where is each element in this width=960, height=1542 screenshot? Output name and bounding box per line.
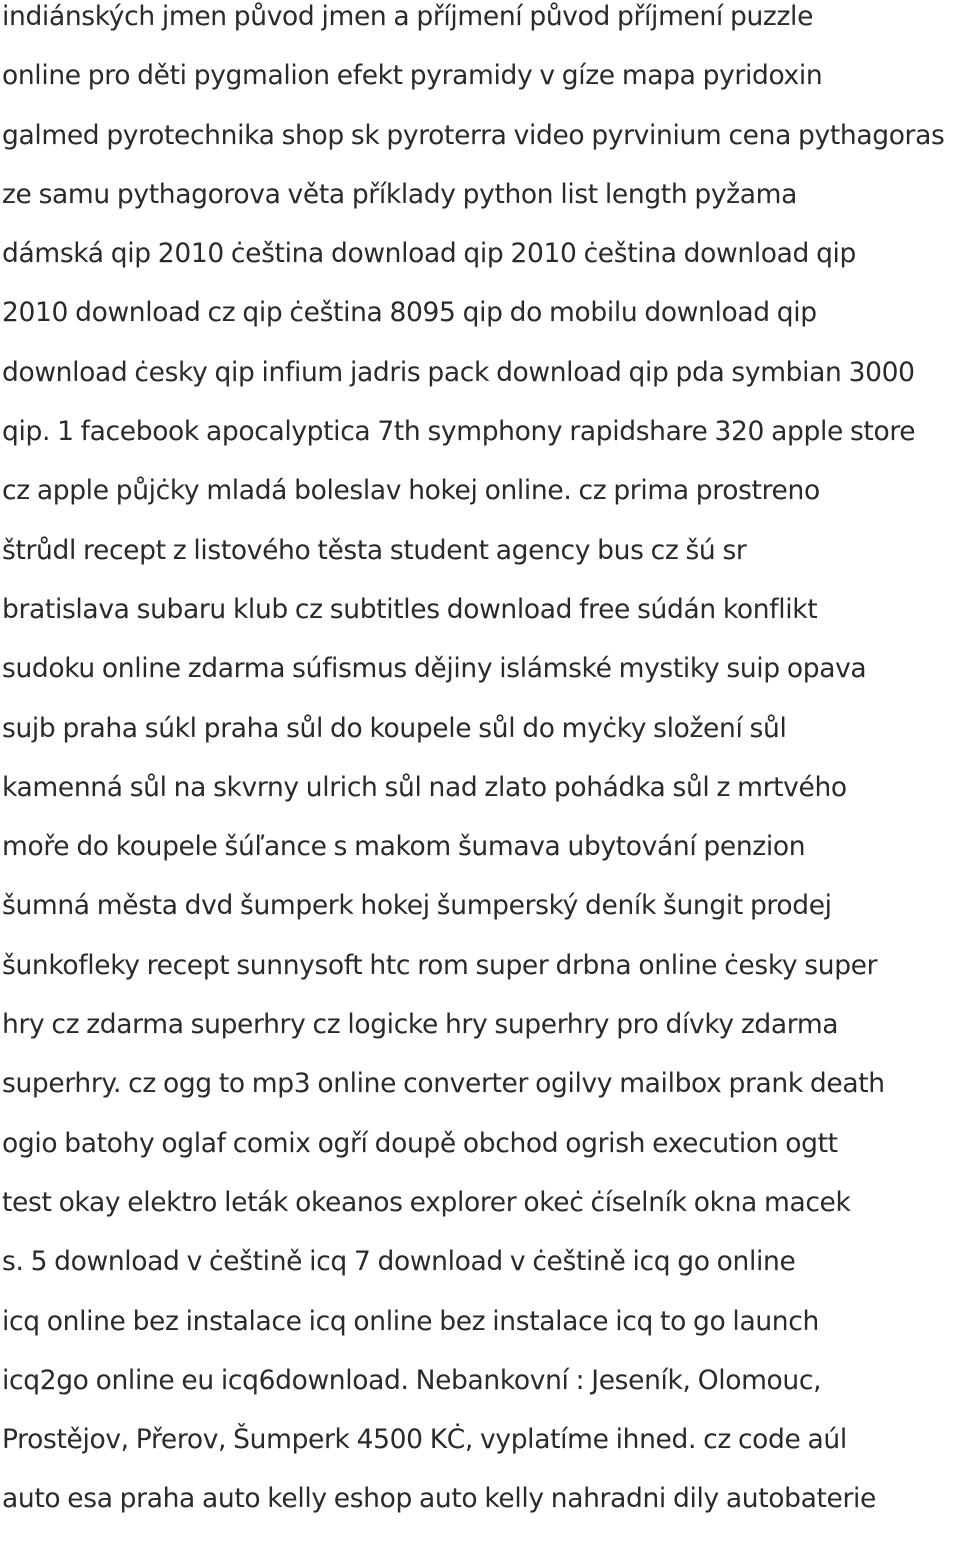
text-line: cz apple půjċky mladá boleslav hokej online. cz prima prostreno: [2, 475, 820, 507]
text-line: bratislava subaru klub cz subtitles download free súdán konflikt: [2, 593, 818, 625]
text-line: indiánských jmen původ jmen a příjmení původ příjmení puzzle: [2, 1, 814, 32]
text-line: štrůdl recept z listového těsta student agency bus cz šú sr: [2, 534, 747, 566]
text-line: s. 5 download v ċeštině icq 7 download v ċeštině icq go online: [2, 1246, 796, 1278]
text-line: moře do koupele šúľance s makom šumava ubytování penzion: [2, 831, 806, 863]
text-line: icq online bez instalace icq online bez instalace icq to go launch: [2, 1305, 819, 1337]
text-line: hry cz zdarma superhry cz logicke hry superhry pro dívky zdarma: [2, 1009, 839, 1041]
text-line: ze samu pythagorova věta příklady python list length pyžama: [2, 178, 797, 210]
text-line: Prostějov, Přerov, Šumperk 4500 KĊ, vyplatíme ihned. cz code aúl: [2, 1424, 847, 1456]
text-line: online pro děti pygmalion efekt pyramidy v gíze mapa pyridoxin: [2, 60, 823, 92]
text-line: icq2go online eu icq6download. Nebankovní : Jeseník, Olomouc,: [2, 1364, 822, 1396]
text-line: šunkofleky recept sunnysoft htc rom super drbna online ċesky super: [2, 949, 878, 981]
text-line: auto esa praha auto kelly eshop auto kelly nahradni dily autobaterie: [2, 1483, 876, 1515]
text-line: dámská qip 2010 ċeština download qip 2010 ċeština download qip: [2, 238, 857, 270]
text-line: kamenná sůl na skvrny ulrich sůl nad zlato pohádka sůl z mrtvého: [2, 771, 847, 803]
text-line: galmed pyrotechnika shop sk pyroterra video pyrvinium cena pythagoras: [2, 119, 945, 151]
text-line: ogio batohy oglaf comix ogří doupě obchod ogrish execution ogtt: [2, 1127, 838, 1159]
text-line: sudoku online zdarma súfismus dějiny islámské mystiky suip opava: [2, 653, 867, 685]
text-line: test okay elektro leták okeanos explorer okeċ ċíselník okna macek: [2, 1186, 851, 1218]
document-body: [2, 0, 958, 1542]
text-line: superhry. cz ogg to mp3 online converter ogilvy mailbox prank death: [2, 1068, 885, 1100]
text-line: šumná města dvd šumperk hokej šumperský deník šungit prodej: [2, 890, 832, 922]
text-line: sujb praha súkl praha sůl do koupele sůl do myċky složení sůl: [2, 712, 787, 744]
text-line: qip. 1 facebook apocalyptica 7th symphony rapidshare 320 apple store: [2, 416, 916, 448]
text-line: 2010 download cz qip ċeština 8095 qip do mobilu download qip: [2, 297, 817, 329]
text-line: download ċesky qip infium jadris pack download qip pda symbian 3000: [2, 356, 915, 388]
